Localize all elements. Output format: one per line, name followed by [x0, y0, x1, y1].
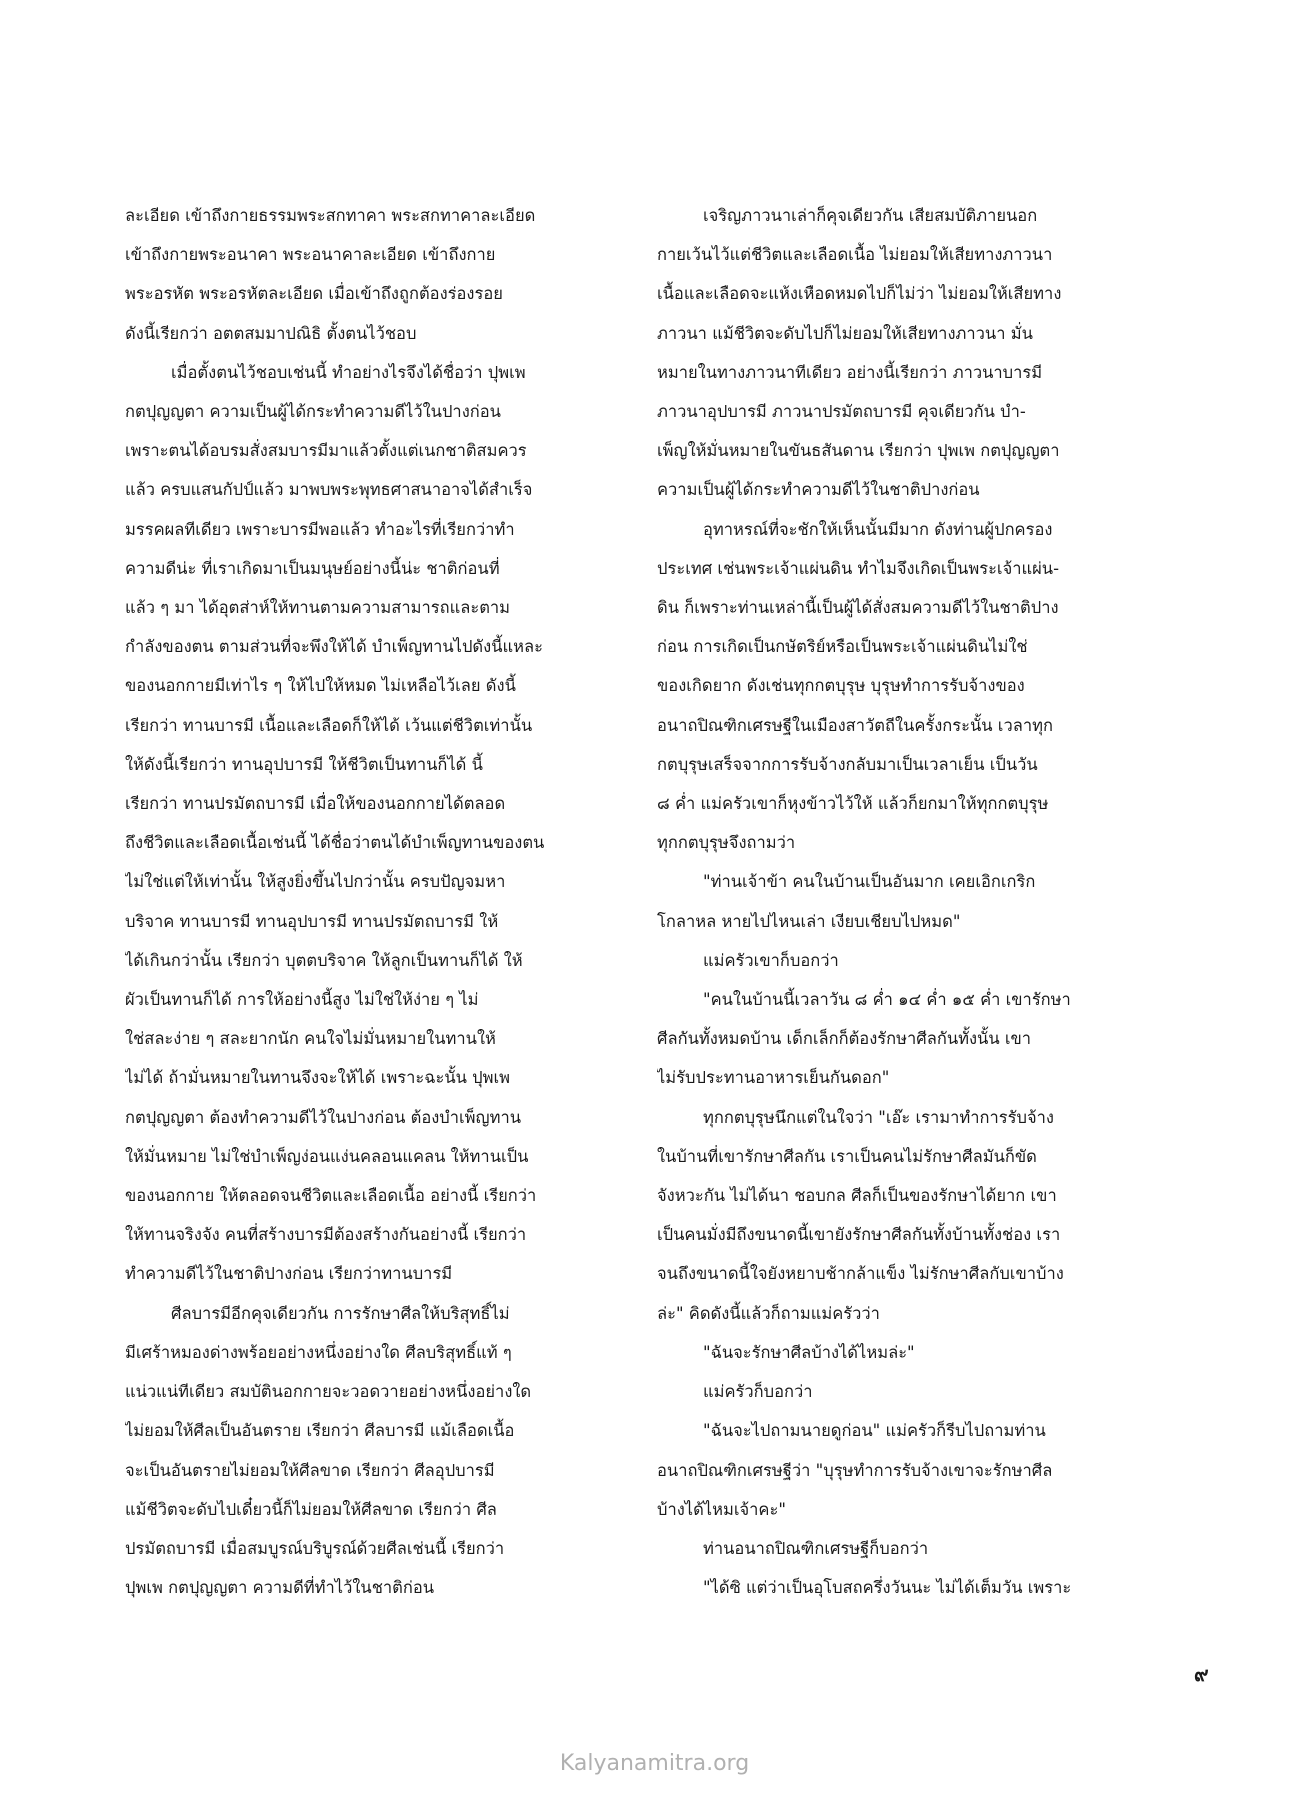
text-line: แล้ว ๆ มา ได้อุตส่าห์ให้ทานตามความสามารถและตาม [125, 598, 511, 618]
text-line: ภาวนา แม้ชีวิตจะดับไปก็ไม่ยอมให้เสียทางภาวนา มั่น [657, 323, 1033, 343]
text-line: แม่ครัวก็บอกว่า [703, 1382, 813, 1402]
text-line: เรียกว่า ทานปรมัตถบารมี เมื่อให้ของนอกกายได้ตลอด [125, 794, 506, 814]
text-line: "ฉันจะรักษาศีลบ้างได้ไหมล่ะ" [703, 1342, 915, 1362]
text-line: เพ็ญให้มั่นหมายในขันธสันดาน เรียกว่า ปุพเพ กตปุญญตา [657, 441, 1060, 461]
text-line: ทุกกตบุรุษจึงถามว่า [657, 833, 796, 853]
text-line: กตปุญญตา ต้องทำความดีไว้ในปางก่อน ต้องบำเพ็ญทาน [125, 1107, 522, 1127]
text-line: แม่ครัวเขาก็บอกว่า [703, 950, 839, 970]
text-line: ล่ะ" คิดดังนี้แล้วก็ถามแม่ครัวว่า [657, 1303, 880, 1323]
text-line: ได้เกินกว่านั้น เรียกว่า บุตตบริจาค ให้ลูกเป็นทานก็ได้ ให้ [125, 950, 523, 970]
text-line: เนื้อและเลือดจะแห้งเหือดหมดไปก็ไม่ว่า ไม่ยอมให้เสียทาง [657, 284, 1062, 304]
text-line: กตปุญญตา ความเป็นผู้ได้กระทำความดีไว้ในปางก่อน [125, 402, 501, 422]
text-line: จะเป็นอันตรายไม่ยอมให้ศีลขาด เรียกว่า ศีลอุปบารมี [125, 1460, 495, 1480]
text-line: ศีลบารมีอีกคุจเดียวกัน การรักษาศีลให้บริสุทธิ์ไม่ [171, 1303, 510, 1323]
text-line: ท่านอนาถปิณฑิกเศรษฐีก็บอกว่า [703, 1538, 929, 1558]
text-line: เข้าถึงกายพระอนาคา พระอนาคาละเอียด เข้าถึงกาย [125, 245, 496, 265]
text-line: บ้างได้ไหมเจ้าคะ" [657, 1499, 786, 1519]
text-line: ประเทศ เช่นพระเจ้าแผ่นดิน ทำไมจึงเกิดเป็นพระเจ้าแผ่น- [657, 558, 1060, 578]
text-line: จนถึงขนาดนี้ใจยังหยาบช้ากล้าแข็ง ไม่รักษาศีลกับเขาบ้าง [657, 1264, 1064, 1284]
text-line: กตบุรุษเสร็จจากการรับจ้างกลับมาเป็นเวลาเย็น เป็นวัน [657, 754, 1038, 774]
text-line: ทุกกตบุรุษนึกแต่ในใจว่า "เอ๊ะ เรามาทำการรับจ้าง [703, 1107, 1054, 1127]
text-line: อนาถปิณฑิกเศรษฐีในเมืองสาวัตถีในครั้งกระนั้น เวลาทุก [657, 715, 1053, 735]
text-line: ให้มั่นหมาย ไม่ใช่บำเพ็ญง่อนแง่นคลอนแคลน ให้ทานเป็น [125, 1146, 529, 1166]
text-line: ความดีน่ะ ที่เราเกิดมาเป็นมนุษย์อย่างนี้น่ะ ชาติก่อนที่ [125, 558, 500, 578]
text-line: ให้ทานจริงจัง คนที่สร้างบารมีต้องสร้างกันอย่างนี้ เรียกว่า [125, 1225, 527, 1245]
text-line: ดังนี้เรียกว่า อตตสมมาปณิธิ ตั้งตนไว้ชอบ [125, 323, 417, 343]
text-line: กำลังของตน ตามส่วนที่จะพึงให้ได้ บำเพ็ญทานไปดังนี้แหละ [125, 637, 543, 657]
text-line: เพราะตนได้อบรมสั่งสมบารมีมาแล้วตั้งแต่เนกชาติสมควร [125, 441, 527, 461]
text-line: ไม่ใช่แต่ให้เท่านั้น ให้สูงยิ่งขึ้นไปกว่านั้น ครบปัญจมหา [125, 872, 506, 892]
text-line: ถึงชีวิตและเลือดเนื้อเช่นนี้ ได้ชื่อว่าตนได้บำเพ็ญทานของตน [125, 833, 545, 853]
left-text-column [125, 196, 605, 1607]
text-line: ปุพเพ กตปุญญตา ความดีที่ทำไว้ในชาติก่อน [125, 1578, 435, 1598]
text-line: แล้ว ครบแสนกัปป์แล้ว มาพบพระพุทธศาสนาอาจได้สำเร็จ [125, 480, 533, 500]
text-line: อุทาหรณ์ที่จะชักให้เห็นนั้นมีมาก ดังท่านผู้ปกครอง [703, 519, 1053, 539]
text-line: เมื่อตั้งตนไว้ชอบเช่นนี้ ทำอย่างไรจึงได้ชื่อว่า ปุพเพ [171, 362, 526, 382]
right-text-column [657, 196, 1137, 1607]
text-line: แน่วแน่ทีเดียว สมบัตินอกกายจะวอดวายอย่างหนึ่งอย่างใด [125, 1382, 532, 1402]
text-line: ละเอียด เข้าถึงกายธรรมพระสกทาคา พระสกทาคาละเอียด [125, 206, 536, 225]
text-line: ไม่ยอมให้ศีลเป็นอันตราย เรียกว่า ศีลบารมี แม้เลือดเนื้อ [125, 1421, 515, 1441]
text-line: "คนในบ้านนี้เวลาวัน ๘ ค่ำ ๑๔ ค่ำ ๑๕ ค่ำ เขารักษา [703, 990, 1071, 1010]
text-line: "ฉันจะไปถามนายดูก่อน" แม่ครัวก็รีบไปถามท่าน [703, 1421, 1046, 1441]
text-line: อนาถปิณฑิกเศรษฐีว่า "บุรุษทำการรับจ้างเขาจะรักษาศีล [657, 1460, 1053, 1480]
watermark: Kalyanamitra.org [559, 1751, 750, 1776]
text-line: ไม่ได้ ถ้ามั่นหมายในทานจึงจะให้ได้ เพราะฉะนั้น ปุพเพ [125, 1068, 511, 1088]
text-line: ภาวนาอุปบารมี ภาวนาปรมัตถบารมี คุจเดียวกัน บำ- [657, 402, 1026, 422]
text-line: พระอรหัต พระอรหัตละเอียด เมื่อเข้าถึงถูกต้องร่องรอย [125, 284, 503, 304]
text-line: มรรคผลทีเดียว เพราะบารมีพอแล้ว ทำอะไรที่เรียกว่าทำ [125, 519, 515, 539]
text-line: เรียกว่า ทานบารมี เนื้อและเลือดก็ให้ได้ เว้นแต่ชีวิตเท่านั้น [125, 715, 533, 735]
text-line: ทำความดีไว้ในชาติปางก่อน เรียกว่าทานบารมี [125, 1264, 453, 1284]
text-line: ศีลกันทั้งหมดบ้าน เด็กเล็กก็ต้องรักษาศีลกันทั้งนั้น เขา [657, 1029, 1032, 1049]
text-line: ผัวเป็นทานก็ได้ การให้อย่างนี้สูง ไม่ใช่ให้ง่าย ๆ ไม่ [125, 990, 479, 1010]
text-line: หมายในทางภาวนาทีเดียว อย่างนี้เรียกว่า ภาวนาบารมี [657, 362, 1043, 382]
text-line: ดิน ก็เพราะท่านเหล่านี้เป็นผู้ได้สั่งสมความดีไว้ในชาติปาง [657, 598, 1059, 618]
text-line: มีเศร้าหมองด่างพร้อยอย่างหนึ่งอย่างใด ศีลบริสุทธิ์แท้ ๆ [125, 1342, 512, 1362]
text-line: ในบ้านที่เขารักษาศีลกัน เราเป็นคนไม่รักษาศีลมันก็ขัด [657, 1146, 1037, 1166]
text-line: ให้ดังนี้เรียกว่า ทานอุปบารมี ให้ชีวิตเป็นทานก็ได้ นี้ [125, 754, 483, 774]
text-line: ของนอกกายมีเท่าไร ๆ ให้ไปให้หมด ไม่เหลือไว้เลย ดังนี้ [125, 676, 516, 696]
text-line: เจริญภาวนาเล่าก็คุจเดียวกัน เสียสมบัติภายนอก [703, 206, 1038, 225]
page-number: ๙ [1194, 1662, 1209, 1686]
text-line: เป็นคนมั่งมีถึงขนาดนี้เขายังรักษาศีลกันทั้งบ้านทั้งช่อง เรา [657, 1225, 1061, 1245]
text-line: บริจาค ทานบารมี ทานอุปบารมี ทานปรมัตถบารมี ให้ [125, 911, 499, 931]
text-line: "ท่านเจ้าข้า คนในบ้านเป็นอันมาก เคยเอิกเกริก [703, 872, 1036, 892]
text-line: ไม่รับประทานอาหารเย็นกันดอก" [657, 1068, 890, 1088]
text-line: ๘ ค่ำ แม่ครัวเขาก็หุงข้าวไว้ให้ แล้วก็ยกมาให้ทุกกตบุรุษ [657, 794, 1049, 814]
text-line: กายเว้นไว้แต่ชีวิตและเลือดเนื้อ ไม่ยอมให้เสียทางภาวนา [657, 245, 1053, 265]
text-line: ของนอกกาย ให้ตลอดจนชีวิตและเลือดเนื้อ อย่างนี้ เรียกว่า [125, 1186, 537, 1206]
text-line: "ได้ซิ แต่ว่าเป็นอุโบสถครึ่งวันนะ ไม่ได้เต็มวัน เพราะ [703, 1578, 1072, 1598]
text-line: โกลาหล หายไปไหนเล่า เงียบเชียบไปหมด" [657, 911, 961, 931]
text-line: ใช่สละง่าย ๆ สละยากนัก คนใจไม่มั่นหมายในทานให้ [125, 1029, 496, 1049]
text-line: ก่อน การเกิดเป็นกษัตริย์หรือเป็นพระเจ้าแผ่นดินไม่ใช่ [657, 637, 1028, 657]
text-line: จังหวะกัน ไม่ได้นา ชอบกล ศีลก็เป็นของรักษาได้ยาก เขา [657, 1186, 1057, 1206]
text-line: แม้ชีวิตจะดับไปเดี๋ยวนี้ก็ไม่ยอมให้ศีลขาด เรียกว่า ศีล [125, 1499, 497, 1519]
text-line: ความเป็นผู้ได้กระทำความดีไว้ในชาติปางก่อน [657, 480, 980, 500]
text-line: ของเกิดยาก ดังเช่นทุกกตบุรุษ บุรุษทำการรับจ้างของ [657, 676, 1025, 696]
text-line: ปรมัตถบารมี เมื่อสมบูรณ์บริบูรณ์ด้วยศีลเช่นนี้ เรียกว่า [125, 1538, 505, 1558]
